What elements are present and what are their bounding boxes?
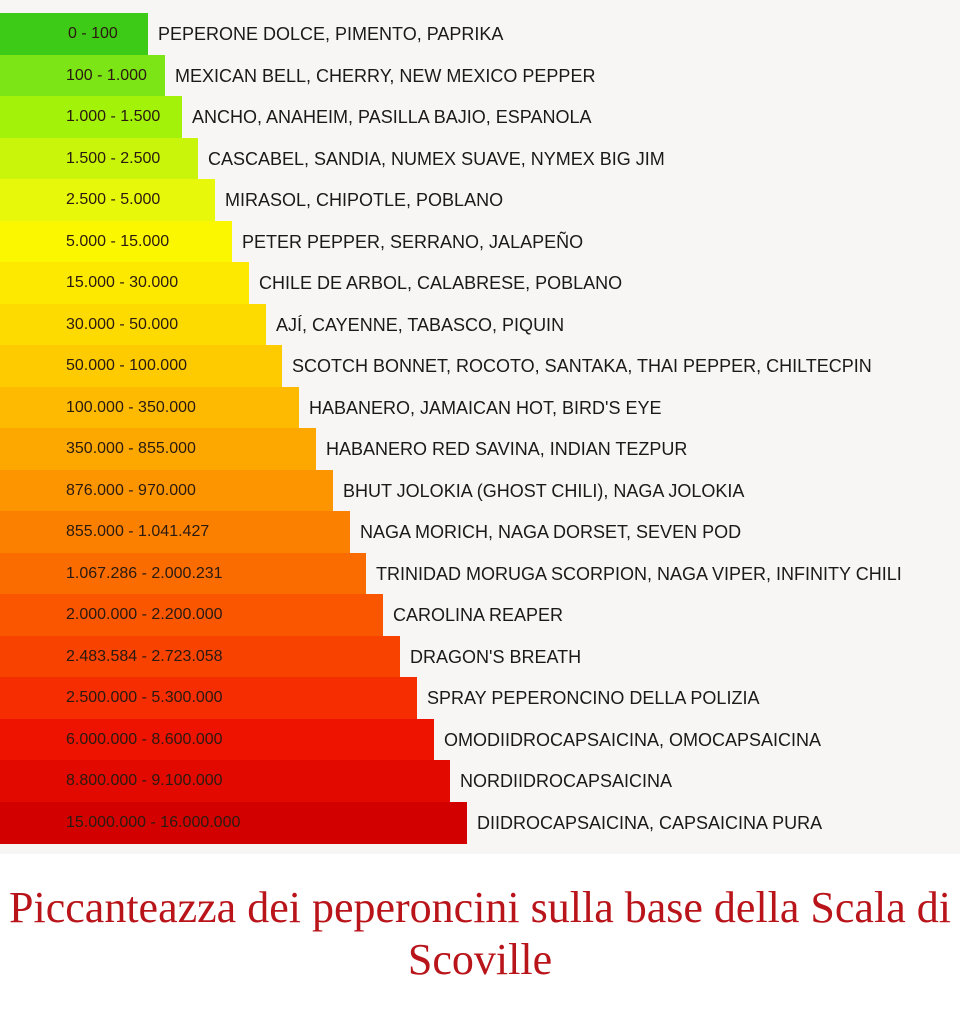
scoville-row bbox=[0, 387, 960, 429]
scoville-range-label: 6.000.000 - 8.600.000 bbox=[66, 731, 223, 748]
scoville-row bbox=[0, 719, 960, 761]
scoville-range-label: 876.000 - 970.000 bbox=[66, 482, 196, 499]
scoville-range-label: 1.067.286 - 2.000.231 bbox=[66, 565, 223, 582]
scoville-range-label: 0 - 100 bbox=[68, 25, 118, 42]
scoville-row bbox=[0, 96, 960, 138]
pepper-names-label: CAROLINA REAPER bbox=[393, 604, 564, 625]
scoville-range-label: 15.000.000 - 16.000.000 bbox=[66, 814, 241, 831]
scoville-row bbox=[0, 553, 960, 595]
heat-bar bbox=[0, 677, 417, 719]
pepper-names-label: OMODIIDROCAPSAICINA, OMOCAPSAICINA bbox=[444, 729, 822, 750]
heat-bar bbox=[0, 594, 383, 636]
scoville-range-label: 100.000 - 350.000 bbox=[66, 399, 196, 416]
pepper-names-label: PEPERONE DOLCE, PIMENTO, PAPRIKA bbox=[158, 23, 504, 44]
pepper-names-label: DIIDROCAPSAICINA, CAPSAICINA PURA bbox=[477, 812, 823, 833]
pepper-names-label: ANCHO, ANAHEIM, PASILLA BAJIO, ESPANOLA bbox=[192, 106, 592, 127]
heat-bar bbox=[0, 553, 366, 595]
scoville-range-label: 2.500.000 - 5.300.000 bbox=[66, 689, 223, 706]
heat-bar bbox=[0, 304, 266, 346]
scoville-row bbox=[0, 511, 960, 553]
scoville-range-label: 100 - 1.000 bbox=[66, 67, 147, 84]
pepper-names-label: HABANERO RED SAVINA, INDIAN TEZPUR bbox=[326, 438, 688, 459]
heat-bar bbox=[0, 470, 333, 512]
scoville-row bbox=[0, 55, 960, 97]
scoville-row bbox=[0, 636, 960, 678]
scoville-row bbox=[0, 345, 960, 387]
scoville-row bbox=[0, 262, 960, 304]
scoville-range-label: 15.000 - 30.000 bbox=[66, 274, 179, 291]
pepper-names-label: NAGA MORICH, NAGA DORSET, SEVEN POD bbox=[360, 521, 742, 542]
scoville-row bbox=[0, 760, 960, 802]
heat-bar bbox=[0, 96, 182, 138]
scoville-row bbox=[0, 138, 960, 180]
heat-bar bbox=[0, 511, 350, 553]
scoville-row bbox=[0, 428, 960, 470]
pepper-names-label: HABANERO, JAMAICAN HOT, BIRD'S EYE bbox=[309, 397, 662, 418]
pepper-names-label: CASCABEL, SANDIA, NUMEX SUAVE, NYMEX BIG JIM bbox=[208, 148, 665, 169]
heat-bar bbox=[0, 387, 299, 429]
pepper-names-label: BHUT JOLOKIA (GHOST CHILI), NAGA JOLOKIA bbox=[343, 480, 745, 501]
scoville-row bbox=[0, 13, 960, 55]
pepper-names-label: MIRASOL, CHIPOTLE, POBLANO bbox=[225, 189, 504, 210]
scoville-row bbox=[0, 470, 960, 512]
heat-bar bbox=[0, 760, 450, 802]
scoville-range-label: 1.500 - 2.500 bbox=[66, 150, 161, 167]
pepper-names-label: SPRAY PEPERONCINO DELLA POLIZIA bbox=[427, 687, 760, 708]
scoville-row bbox=[0, 677, 960, 719]
pepper-names-label: NORDIIDROCAPSAICINA bbox=[460, 770, 673, 791]
scoville-row bbox=[0, 802, 960, 844]
heat-bar bbox=[0, 179, 215, 221]
chart-title: Piccanteazza dei peperoncini sulla base della Scala di Scoville bbox=[9, 883, 951, 984]
heat-bar bbox=[0, 428, 316, 470]
heat-bar bbox=[0, 802, 467, 844]
heat-bar bbox=[0, 221, 232, 263]
scoville-range-label: 350.000 - 855.000 bbox=[66, 440, 196, 457]
pepper-names-label: MEXICAN BELL, CHERRY, NEW MEXICO PEPPER bbox=[175, 65, 596, 86]
pepper-names-label: TRINIDAD MORUGA SCORPION, NAGA VIPER, INFINITY CHILI bbox=[376, 563, 902, 584]
scoville-range-label: 855.000 - 1.041.427 bbox=[66, 523, 210, 540]
heat-bar bbox=[0, 345, 282, 387]
scoville-range-label: 8.800.000 - 9.100.000 bbox=[66, 772, 223, 789]
heat-bar bbox=[0, 719, 434, 761]
scoville-row bbox=[0, 179, 960, 221]
heat-bar bbox=[0, 13, 148, 55]
scoville-range-label: 2.000.000 - 2.200.000 bbox=[66, 606, 223, 623]
pepper-names-label: CHILE DE ARBOL, CALABRESE, POBLANO bbox=[259, 272, 623, 293]
scoville-row bbox=[0, 594, 960, 636]
heat-bar bbox=[0, 636, 400, 678]
pepper-names-label: PETER PEPPER, SERRANO, JALAPEÑO bbox=[242, 231, 584, 252]
heat-bar bbox=[0, 138, 198, 180]
scoville-range-label: 5.000 - 15.000 bbox=[66, 233, 170, 250]
pepper-names-label: AJÍ, CAYENNE, TABASCO, PIQUIN bbox=[276, 314, 565, 335]
scoville-range-label: 30.000 - 50.000 bbox=[66, 316, 179, 333]
scoville-row bbox=[0, 304, 960, 346]
heat-bar bbox=[0, 55, 165, 97]
pepper-names-label: SCOTCH BONNET, ROCOTO, SANTAKA, THAI PEPPER, CHILTECPIN bbox=[292, 355, 872, 376]
scoville-range-label: 50.000 - 100.000 bbox=[66, 357, 187, 374]
scoville-range-label: 2.500 - 5.000 bbox=[66, 191, 161, 208]
scoville-row bbox=[0, 221, 960, 263]
scoville-range-label: 1.000 - 1.500 bbox=[66, 108, 161, 125]
pepper-names-label: DRAGON'S BREATH bbox=[410, 646, 582, 667]
scoville-range-label: 2.483.584 - 2.723.058 bbox=[66, 648, 223, 665]
heat-bar bbox=[0, 262, 249, 304]
